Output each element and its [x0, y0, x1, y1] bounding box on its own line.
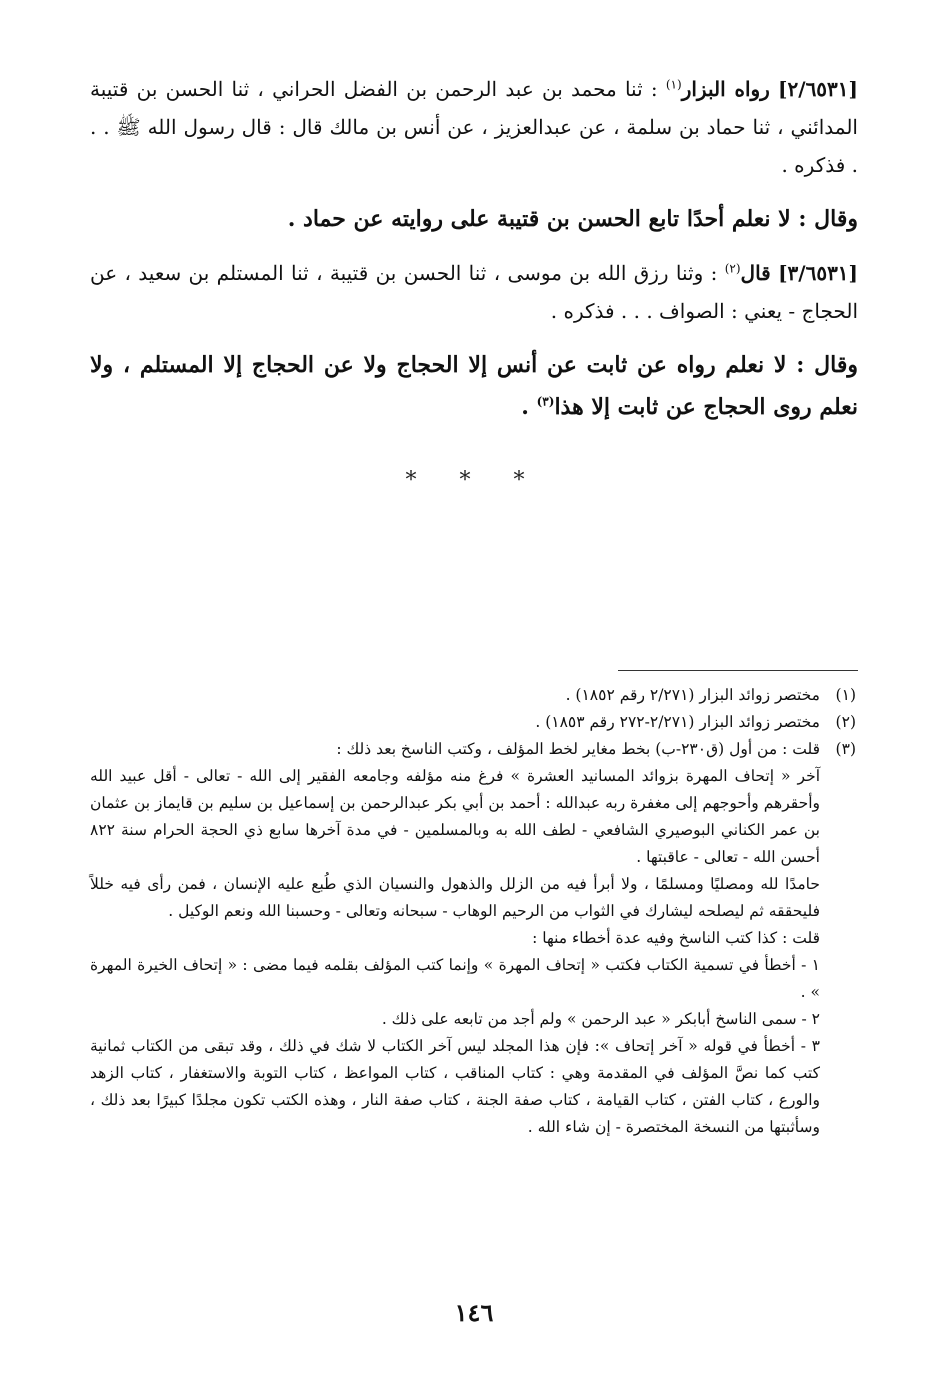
hadith-heading: قال	[740, 261, 771, 285]
hadith-paragraph-2	[90, 70, 858, 184]
hadith-heading: رواه البزار	[681, 77, 770, 101]
section-separator: * * *	[405, 468, 543, 493]
footnote-line: ٣ - أخطأ في قوله « آخر إتحاف »: فإن هذا المجلد ليس آخر الكتاب لا شك في ذلك ، وقد تبقى من الكتاب ثمانية كتب كما نصَّ المؤلف في المقدمة وهي : كتاب المناقب ، كتاب المواعظ ، كتاب التوبة والاستغفار ، كتاب الزهد والورع ، كتاب الفتن ، كتاب القيامة ، كتاب صفة الجنة ، كتاب صفة النار ، وهذه الكتب تكون مجلدًا كبيرًا بعد ذلك ، وسأثبتها من النسخة المختصرة - إن شاء الله .	[90, 1037, 820, 1136]
hadith-number: [٢/٦٥٣١]	[778, 77, 858, 101]
hadith-text: : وثنا رزق الله بن موسى ، ثنا الحسن بن قتيبة ، ثنا المستلم بن سعيد ، عن الحجاج - يعني : الصواف . . . فذكره .	[90, 261, 858, 323]
footnote-rule	[618, 670, 858, 671]
footnote-text: مختصر زوائد البزار (٢/٢٧١ رقم ١٨٥٢) .	[565, 686, 820, 704]
footnote-item	[90, 682, 856, 709]
footnote-ref: (٢)	[724, 261, 741, 276]
footnote-line: ١ - أخطأ في تسمية الكتاب فكتب « إتحاف المهرة » وإنما كتب المؤلف بقلمه فيما مضى : « إتحاف الخيرة المهرة » .	[90, 956, 820, 1001]
footnote-text: قلت : من أول (ق٢٣٠-ب) بخط مغاير لخط المؤلف ، وكتب الناسخ بعد ذلك :	[336, 740, 820, 758]
comment-end: .	[521, 394, 529, 420]
footnote-quote: حامدًا لله ومصليًا ومسلمًا ، ولا أبرأ فيه من الزلل والذهول والنسيان الذي طُبع عليه الإنسان ، فمن رأى فيه خللاً فليحققه ثم ليصلحه ليشارك في الثواب من الرحيم الوهاب - سبحانه وتعالى - وحسبنا الله ونعم الوكيل .	[90, 875, 820, 920]
footnote-line: ٢ - سمى الناسخ أبابكر « عبد الرحمن » ولم أجد من تابعه على ذلك .	[381, 1010, 820, 1028]
comment-paragraph: وقال : لا نعلم أحدًا تابع الحسن بن قتيبة على روايته عن حماد .	[287, 206, 858, 232]
footnote-item	[90, 709, 856, 736]
page-number: ١٤٦	[454, 1298, 494, 1327]
footnote-number: (٢)	[835, 713, 856, 731]
footnote-number: (١)	[835, 686, 856, 704]
footnote-text: مختصر زوائد البزار (٢/٢٧١-٢٧٢ رقم ١٨٥٣) .	[535, 713, 820, 731]
footnote-quote: آخر « إتحاف المهرة بزوائد المسانيد العشرة » فرغ منه مؤلفه وجامعه الفقير إلى الله - تعالى - أقل عبيد الله وأحقرهم وأحوجهم إلى مغفرة ربه عبدالله : أحمد بن أبي بكر عبدالرحمن بن إسماعيل بن سليم بن قايماز بن عثمان بن عمر الكناني البوصيري الشافعي - لطف الله به وبالمسلمين - في مدة آخرها سابع ذي الحجة الحرام سنة ٨٢٢ أحسن الله - تعالى - عاقبتها .	[90, 767, 820, 866]
footnote-ref: (٣)	[536, 394, 555, 409]
footnotes	[90, 682, 856, 1141]
footnote-line: قلت : كذا كتب الناسخ وفيه عدة أخطاء منها :	[532, 929, 820, 947]
footnote-ref: (١)	[665, 77, 682, 92]
hadith-paragraph-3	[90, 254, 858, 330]
footnote-number: (٣)	[835, 740, 856, 758]
hadith-text: : ثنا محمد بن عبد الرحمن بن الفضل الحراني ، ثنا الحسن بن قتيبة المدائني ، ثنا حماد بن سلمة ، عن عبدالعزيز ، عن أنس بن مالك قال : قال رسول الله ﷺ . . . فذكره .	[90, 77, 858, 177]
hadith-number: [٣/٦٥٣١]	[778, 261, 859, 285]
footnote-item	[90, 736, 856, 763]
comment-paragraph	[90, 344, 858, 428]
main-text	[90, 70, 858, 493]
comment-text: وقال : لا نعلم رواه عن ثابت عن أنس إلا الحجاج ولا عن الحجاج إلا المستلم ، ولا نعلم روى الحجاج عن ثابت إلا هذا	[90, 352, 858, 420]
